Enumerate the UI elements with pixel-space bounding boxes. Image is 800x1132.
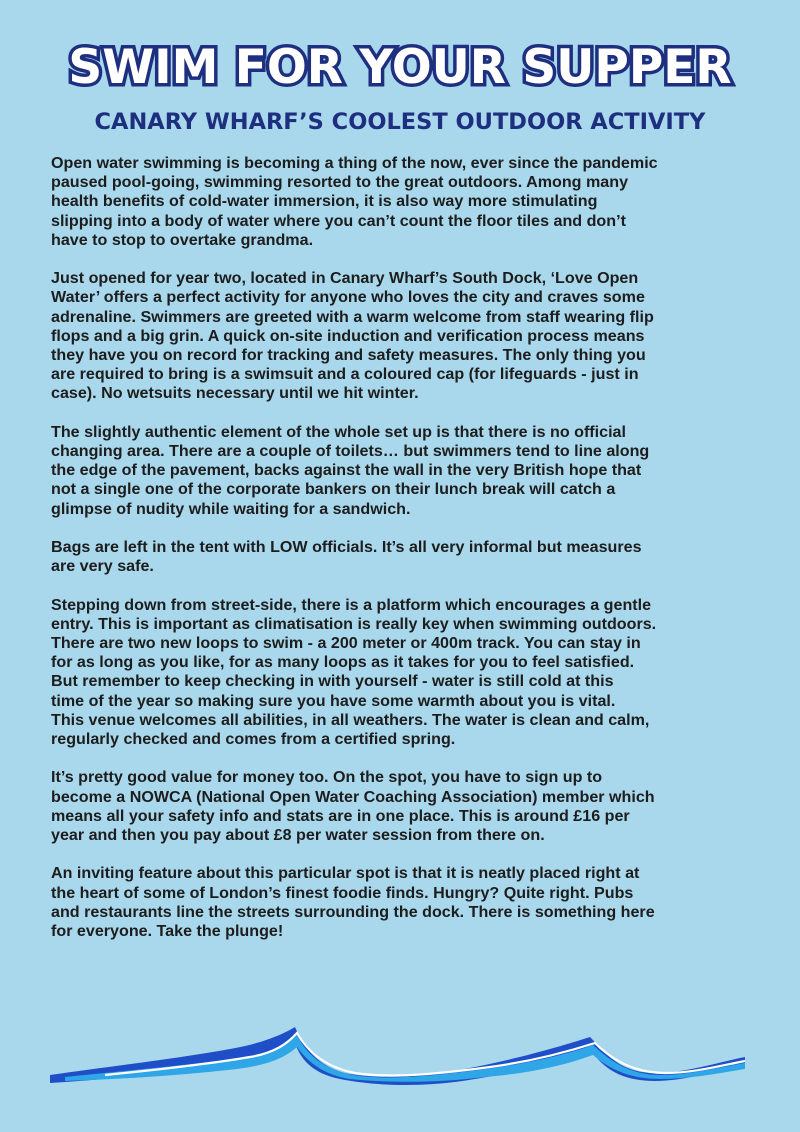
article-title: SWIM FOR YOUR SUPPER: [68, 40, 732, 95]
article-body: [51, 154, 761, 960]
paragraph-intro: Open water swimming is becoming a thing of the now, ever since the pandemic paused pool-going, swimming resorted to the great outdoors. Among many health benefits of cold-water immersion, it is also way more stimulating slipping into a body of water where you can’t count the floor tiles and don’t have to stop to overtake grandma.: [51, 154, 658, 249]
paragraph-changing: The slightly authentic element of the whole set up is that there is no official changing area. There are a couple of toilets… but swimmers tend to line along the edge of the pavement, backs against the wall in the very British hope that not a single one of the corporate bankers on their lunch break will catch a glimpse of nudity while waiting for a sandwich.: [51, 422, 650, 518]
paragraph-location: Just opened for year two, located in Canary Wharf’s South Dock, ‘Love Open Water’ offers a perfect activity for anyone who loves the city and craves some adrenaline. Swimmers are greeted with a warm welcome from staff wearing flip flops and a big grin. A quick on-site induction and verification process means they have you on record for tracking and safety measures. The only thing you are required to bring is a swimsuit and a coloured cap (for lifeguards - just in case). No wetsuits necessary until we hit winter.: [51, 269, 654, 403]
paragraph-food: An inviting feature about this particular spot is that it is neatly placed right at the heart of some of London’s finest foodie finds. Hungry? Quite right. Pubs and restaurants line the streets surrounding the dock. There is something here for everyone. Take the plunge!: [51, 864, 655, 941]
wave-icon: [45, 1015, 750, 1090]
article-subtitle: CANARY WHARF’S COOLEST OUTDOOR ACTIVITY: [94, 109, 706, 135]
paragraph-entry: Stepping down from street-side, there is a platform which encourages a gentle entry. This is important as climatisation is really key when swimming outdoors. There are two new loops to swim - a 200 meter or 400m track. You can stay in for as long as you like, for as many loops as it takes for you to feel satisfied. But remember to keep checking in with yourself - water is still cold at this time of the year so making sure you have some warmth about you is vital. This venue welcomes all abilities, in all weathers. The water is clean and calm, regularly checked and comes from a certified spring.: [51, 595, 657, 749]
paragraph-value: It’s pretty good value for money too. On the spot, you have to sign up to become a NOWCA (National Open Water Coaching Association) member which means all your safety info and stats are in one place. This is around £16 per year and then you pay about £8 per water session from there on.: [51, 768, 655, 845]
paragraph-bags: Bags are left in the tent with LOW officials. It’s all very informal but measures are very safe.: [51, 538, 642, 576]
